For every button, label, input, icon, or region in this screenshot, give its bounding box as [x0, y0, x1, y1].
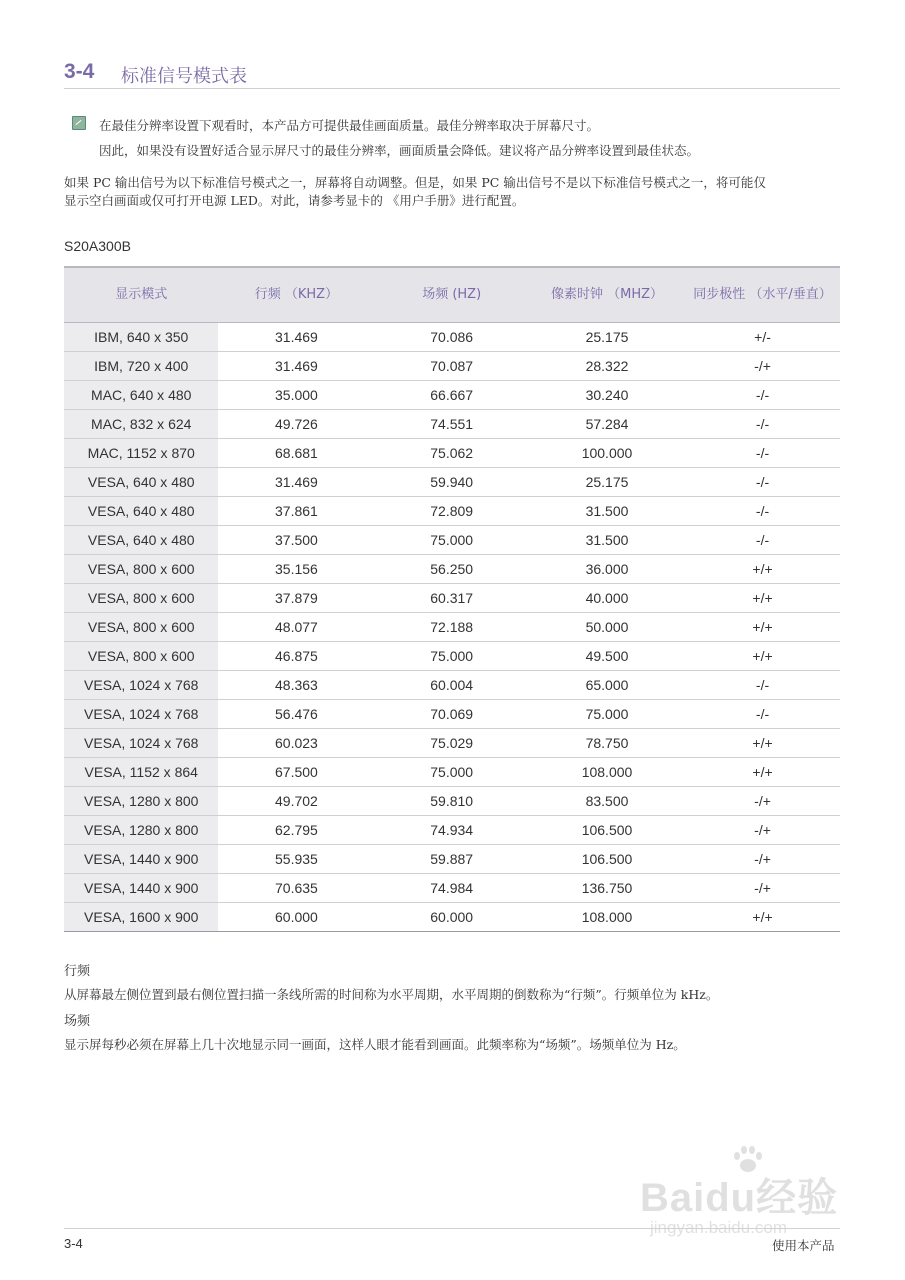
cell-h-freq: 67.500	[218, 758, 374, 787]
table-row	[64, 555, 840, 584]
table-row	[64, 903, 840, 932]
cell-v-freq: 74.934	[374, 816, 529, 845]
cell-pixel-clock: 65.000	[529, 671, 685, 700]
table-row	[64, 729, 840, 758]
table-row	[64, 845, 840, 874]
cell-v-freq: 60.000	[374, 903, 529, 932]
cell-display-mode: VESA, 1440 x 900	[64, 874, 218, 903]
watermark-text: Baidu经验	[640, 1176, 839, 1220]
cell-display-mode: VESA, 1280 x 800	[64, 787, 218, 816]
cell-h-freq: 49.702	[218, 787, 374, 816]
cell-pixel-clock: 50.000	[529, 613, 685, 642]
table-row	[64, 584, 840, 613]
cell-display-mode: IBM, 640 x 350	[64, 323, 218, 352]
cell-v-freq: 75.000	[374, 526, 529, 555]
cell-display-mode: VESA, 1024 x 768	[64, 729, 218, 758]
cell-sync-polarity: +/-	[685, 323, 840, 352]
term-text-h-freq: 从屏幕最左侧位置到最右侧位置扫描一条线所需的时间称为水平周期，水平周期的倒数称为“行频”。行频单位为 kHz。	[64, 987, 719, 1002]
cell-h-freq: 60.023	[218, 729, 374, 758]
table-row	[64, 671, 840, 700]
cell-h-freq: 48.363	[218, 671, 374, 700]
cell-v-freq: 60.317	[374, 584, 529, 613]
cell-h-freq: 68.681	[218, 439, 374, 468]
cell-h-freq: 49.726	[218, 410, 374, 439]
cell-pixel-clock: 108.000	[529, 758, 685, 787]
header-display-mode: 显示模式	[64, 267, 218, 323]
cell-h-freq: 37.500	[218, 526, 374, 555]
cell-h-freq: 31.469	[218, 323, 374, 352]
footer-page-number: 3-4	[64, 1236, 83, 1251]
cell-h-freq: 35.000	[218, 381, 374, 410]
table-row	[64, 410, 840, 439]
table-row	[64, 758, 840, 787]
header-sync-polarity: 同步极性 （水平/垂直）	[685, 267, 840, 323]
cell-h-freq: 70.635	[218, 874, 374, 903]
cell-sync-polarity: -/-	[685, 526, 840, 555]
table-row	[64, 381, 840, 410]
cell-pixel-clock: 75.000	[529, 700, 685, 729]
cell-sync-polarity: -/-	[685, 468, 840, 497]
section-header	[64, 58, 840, 89]
cell-v-freq: 70.069	[374, 700, 529, 729]
header-v-freq: 场频 (HZ)	[374, 267, 529, 323]
cell-display-mode: VESA, 1024 x 768	[64, 700, 218, 729]
cell-v-freq: 59.887	[374, 845, 529, 874]
cell-v-freq: 66.667	[374, 381, 529, 410]
cell-sync-polarity: -/-	[685, 410, 840, 439]
signal-mode-table	[64, 266, 840, 932]
cell-display-mode: VESA, 800 x 600	[64, 613, 218, 642]
note-icon	[72, 116, 86, 130]
table-row	[64, 787, 840, 816]
cell-pixel-clock: 106.500	[529, 816, 685, 845]
cell-v-freq: 59.940	[374, 468, 529, 497]
table-row	[64, 526, 840, 555]
cell-pixel-clock: 36.000	[529, 555, 685, 584]
cell-pixel-clock: 40.000	[529, 584, 685, 613]
cell-display-mode: VESA, 640 x 480	[64, 468, 218, 497]
section-title: 标准信号模式表	[121, 66, 247, 87]
table-row	[64, 700, 840, 729]
cell-pixel-clock: 108.000	[529, 903, 685, 932]
cell-sync-polarity: -/+	[685, 845, 840, 874]
cell-sync-polarity: -/+	[685, 352, 840, 381]
cell-display-mode: VESA, 800 x 600	[64, 555, 218, 584]
cell-pixel-clock: 30.240	[529, 381, 685, 410]
cell-v-freq: 75.029	[374, 729, 529, 758]
cell-display-mode: VESA, 1152 x 864	[64, 758, 218, 787]
cell-display-mode: VESA, 800 x 600	[64, 642, 218, 671]
cell-pixel-clock: 100.000	[529, 439, 685, 468]
cell-h-freq: 62.795	[218, 816, 374, 845]
cell-h-freq: 60.000	[218, 903, 374, 932]
watermark-url: jingyan.baidu.com	[650, 1218, 788, 1237]
cell-pixel-clock: 31.500	[529, 526, 685, 555]
table-row	[64, 439, 840, 468]
table-header-row	[64, 267, 840, 323]
table-body	[64, 323, 840, 932]
cell-v-freq: 72.809	[374, 497, 529, 526]
note-line-1: 在最佳分辨率设置下观看时，本产品方可提供最佳画面质量。最佳分辨率取决于屏幕尺寸。	[99, 118, 600, 133]
cell-pixel-clock: 25.175	[529, 468, 685, 497]
cell-sync-polarity: +/+	[685, 903, 840, 932]
cell-display-mode: VESA, 1440 x 900	[64, 845, 218, 874]
cell-h-freq: 31.469	[218, 468, 374, 497]
cell-pixel-clock: 78.750	[529, 729, 685, 758]
cell-sync-polarity: -/-	[685, 700, 840, 729]
cell-sync-polarity: -/-	[685, 381, 840, 410]
cell-sync-polarity: -/-	[685, 671, 840, 700]
cell-sync-polarity: +/+	[685, 584, 840, 613]
intro-line-2: 显示空白画面或仅可打开电源 LED。对此，请参考显卡的 《用户手册》进行配置。	[64, 193, 525, 208]
cell-sync-polarity: -/-	[685, 497, 840, 526]
cell-v-freq: 74.551	[374, 410, 529, 439]
cell-h-freq: 46.875	[218, 642, 374, 671]
cell-sync-polarity: +/+	[685, 729, 840, 758]
header-h-freq: 行频 （KHZ）	[218, 267, 374, 323]
cell-sync-polarity: -/+	[685, 816, 840, 845]
cell-sync-polarity: +/+	[685, 642, 840, 671]
cell-h-freq: 37.861	[218, 497, 374, 526]
table-row	[64, 468, 840, 497]
table-row	[64, 642, 840, 671]
cell-v-freq: 75.000	[374, 758, 529, 787]
table-row	[64, 323, 840, 352]
cell-h-freq: 37.879	[218, 584, 374, 613]
cell-pixel-clock: 28.322	[529, 352, 685, 381]
term-title-h-freq: 行频	[64, 964, 91, 979]
cell-sync-polarity: +/+	[685, 613, 840, 642]
cell-display-mode: VESA, 1280 x 800	[64, 816, 218, 845]
cell-sync-polarity: +/+	[685, 555, 840, 584]
cell-v-freq: 59.810	[374, 787, 529, 816]
cell-display-mode: MAC, 640 x 480	[64, 381, 218, 410]
cell-h-freq: 35.156	[218, 555, 374, 584]
footer-divider	[64, 1228, 840, 1229]
cell-h-freq: 55.935	[218, 845, 374, 874]
cell-v-freq: 72.188	[374, 613, 529, 642]
note-line-2: 因此，如果没有设置好适合显示屏尺寸的最佳分辨率，画面质量会降低。建议将产品分辨率设置到最佳状态。	[99, 143, 700, 158]
table-row	[64, 497, 840, 526]
cell-h-freq: 56.476	[218, 700, 374, 729]
cell-v-freq: 60.004	[374, 671, 529, 700]
cell-display-mode: VESA, 1600 x 900	[64, 903, 218, 932]
cell-pixel-clock: 83.500	[529, 787, 685, 816]
intro-line-1: 如果 PC 输出信号为以下标准信号模式之一，屏幕将自动调整。但是，如果 PC 输出信号不是以下标准信号模式之一，将可能仅	[64, 175, 766, 190]
cell-v-freq: 74.984	[374, 874, 529, 903]
table-row	[64, 613, 840, 642]
cell-v-freq: 56.250	[374, 555, 529, 584]
cell-pixel-clock: 49.500	[529, 642, 685, 671]
model-name: S20A300B	[64, 238, 131, 254]
cell-sync-polarity: -/+	[685, 787, 840, 816]
cell-display-mode: IBM, 720 x 400	[64, 352, 218, 381]
cell-pixel-clock: 136.750	[529, 874, 685, 903]
table-row	[64, 874, 840, 903]
cell-pixel-clock: 25.175	[529, 323, 685, 352]
cell-sync-polarity: +/+	[685, 758, 840, 787]
cell-v-freq: 75.062	[374, 439, 529, 468]
cell-pixel-clock: 57.284	[529, 410, 685, 439]
cell-sync-polarity: -/-	[685, 439, 840, 468]
term-title-v-freq: 场频	[64, 1014, 91, 1029]
cell-pixel-clock: 106.500	[529, 845, 685, 874]
cell-display-mode: VESA, 1024 x 768	[64, 671, 218, 700]
footer-chapter: 使用本产品	[772, 1238, 835, 1253]
cell-display-mode: VESA, 640 x 480	[64, 497, 218, 526]
cell-display-mode: MAC, 1152 x 870	[64, 439, 218, 468]
cell-v-freq: 70.086	[374, 323, 529, 352]
cell-v-freq: 70.087	[374, 352, 529, 381]
term-text-v-freq: 显示屏每秒必须在屏幕上几十次地显示同一画面，这样人眼才能看到画面。此频率称为“场频”。场频单位为 Hz。	[64, 1037, 686, 1052]
cell-h-freq: 48.077	[218, 613, 374, 642]
header-pixel-clock: 像素时钟 （MHZ）	[529, 267, 685, 323]
cell-display-mode: VESA, 640 x 480	[64, 526, 218, 555]
cell-sync-polarity: -/+	[685, 874, 840, 903]
section-number: 3-4	[64, 60, 95, 83]
cell-h-freq: 31.469	[218, 352, 374, 381]
cell-v-freq: 75.000	[374, 642, 529, 671]
table-row	[64, 352, 840, 381]
table-row	[64, 816, 840, 845]
cell-display-mode: MAC, 832 x 624	[64, 410, 218, 439]
cell-display-mode: VESA, 800 x 600	[64, 584, 218, 613]
cell-pixel-clock: 31.500	[529, 497, 685, 526]
